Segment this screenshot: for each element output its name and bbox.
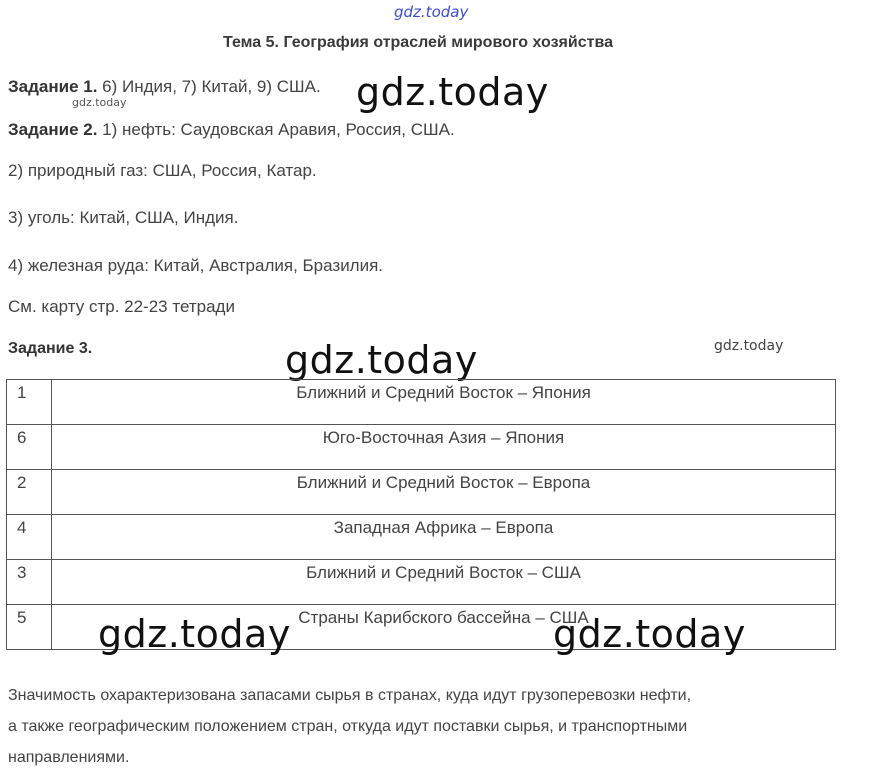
table-row <box>7 425 836 470</box>
row-route: Западная Африка – Европа <box>52 515 836 560</box>
watermark-large-3: gdz.today <box>98 612 291 656</box>
table-row <box>7 515 836 560</box>
task3-conclusion <box>8 680 691 773</box>
watermark-large-2: gdz.today <box>285 338 478 382</box>
row-route: Ближний и Средний Восток – США <box>52 560 836 605</box>
watermark-large-4: gdz.today <box>553 612 746 656</box>
row-route: Страны Карибского бассейна – США <box>52 605 836 650</box>
row-number: 2 <box>7 470 52 515</box>
conclusion-line-1: Значимость охарактеризована запасами сырья в странах, куда идут грузоперевозки нефти, <box>8 687 692 704</box>
row-number: 3 <box>7 560 52 605</box>
task2-line-1 <box>8 120 455 140</box>
watermark-small-right: gdz.today <box>714 338 784 354</box>
watermark-tiny: gdz.today <box>72 96 127 109</box>
task3-label: Задание 3. <box>8 340 93 357</box>
row-route: Юго-Восточная Азия – Япония <box>52 425 836 470</box>
page-title: Тема 5. География отраслей мирового хозяйства <box>223 34 613 51</box>
task2-item-3: 3) уголь: Китай, США, Индия. <box>8 208 239 227</box>
table-row <box>7 470 836 515</box>
conclusion-line-2: а также географическим положением стран, откуда идут поставки сырья, и транспортными <box>8 718 688 735</box>
table-row <box>7 380 836 425</box>
task2-note: См. карту стр. 22-23 тетради <box>8 297 235 316</box>
task1-text: 6) Индия, 7) Китай, 9) США. <box>102 77 321 96</box>
task2-item-4: 4) железная руда: Китай, Австралия, Бразилия. <box>8 256 384 275</box>
row-number: 6 <box>7 425 52 470</box>
watermark-large-1: gdz.today <box>356 70 549 114</box>
table-row <box>7 560 836 605</box>
conclusion-line-3: направлениями. <box>8 749 130 766</box>
row-route: Ближний и Средний Восток – Япония <box>52 380 836 425</box>
watermark-top: gdz.today <box>394 3 469 21</box>
task2-label: Задание 2. <box>8 120 98 139</box>
task2-item-2: 2) природный газ: США, Россия, Катар. <box>8 161 317 180</box>
task1-label: Задание 1. <box>8 77 98 96</box>
row-number: 1 <box>7 380 52 425</box>
row-number: 5 <box>7 605 52 650</box>
row-number: 4 <box>7 515 52 560</box>
task1-line <box>8 77 321 97</box>
task2-item-1: 1) нефть: Саудовская Аравия, Россия, США. <box>102 120 455 139</box>
routes-table <box>6 379 836 650</box>
row-route: Ближний и Средний Восток – Европа <box>52 470 836 515</box>
